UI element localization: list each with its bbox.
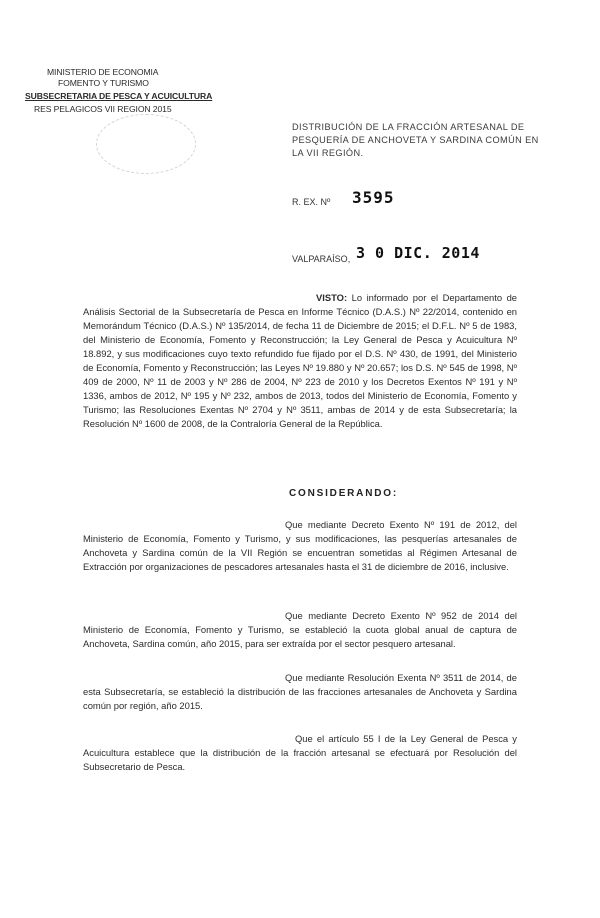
subsecretaria-name: SUBSECRETARIA DE PESCA Y ACUICULTURA bbox=[25, 91, 213, 101]
considerando-paragraph-2 bbox=[83, 609, 517, 651]
considerando-paragraph-4 bbox=[83, 732, 517, 774]
ministry-name-2: FOMENTO Y TURISMO bbox=[58, 78, 149, 88]
ministry-name: MINISTERIO DE ECONOMIA bbox=[47, 67, 159, 77]
considerando-text-4: Que el artículo 55 I de la Ley General de Pesca y Acuicultura establece que la distribución de la fracción artesanal se efectuará por Resolución del Subsecretario de Pesca. bbox=[83, 733, 517, 772]
place-label: VALPARAÍSO, bbox=[292, 254, 351, 264]
resolution-number: 3595 bbox=[352, 188, 395, 207]
subject-line-2: PESQUERÍA DE ANCHOVETA Y SARDINA COMÚN EN bbox=[292, 135, 539, 145]
subject-line-3: LA VII REGIÓN. bbox=[292, 148, 364, 158]
resolution-label: R. EX. Nº bbox=[292, 197, 331, 207]
reference-code: RES PELAGICOS VII REGION 2015 bbox=[34, 104, 172, 114]
visto-label: VISTO: bbox=[316, 292, 348, 303]
resolution-date: 3 0 DIC. 2014 bbox=[356, 244, 480, 262]
subject-line-1: DISTRIBUCIÓN DE LA FRACCIÓN ARTESANAL DE bbox=[292, 122, 525, 132]
considerando-paragraph-3 bbox=[83, 671, 517, 713]
considerando-paragraph-1 bbox=[83, 518, 517, 574]
official-stamp bbox=[96, 114, 196, 174]
considerando-text-3: Que mediante Resolución Exenta Nº 3511 de 2014, de esta Subsecretaría, se estableció la distribución de las fracciones artesanales de Anchoveta y Sardina común por región, año 2015. bbox=[83, 672, 517, 711]
visto-text: Lo informado por el Departamento de Análisis Sectorial de la Subsecretaría de Pesca en Informe Técnico (D.A.S.) Nº 22/2014, contenido en Memorándum Técnico (D.A.S.) Nº 135/2014, de fecha 11 de Diciembre de 2015; el D.F.L. Nº 5 de 1983, del Ministerio de Economía, Fomento y Reconstrucción; la Ley General de Pesca y Acuicultura Nº 18.892, y sus modificaciones cuyo texto refundido fue fijado por el D.S. Nº 430, de 1991, del Ministerio de Economía, Fomento y Reconstrucción; las Leyes Nº 19.880 y Nº 20.657; los D.S. Nº 545 de 1998, Nº 409 de 2000, Nº 11 de 2003 y Nº 286 de 2004, Nº 223 de 2010 y los Decretos Exentos Nº 191 y Nº 1336, ambos de 2012, Nº 195 y Nº 232, ambos de 2013, todos del Ministerio de Economía, Fomento y Turismo; las Resoluciones Exentas Nº 2704 y Nº 3511, ambas de 2014 y de esta Subsecretaría; la Resolución Nº 1600 de 2008, de la Contraloría General de la República. bbox=[83, 292, 518, 429]
visto-paragraph bbox=[83, 291, 517, 431]
considerando-text-2: Que mediante Decreto Exento Nº 952 de 2014 del Ministerio de Economía, Fomento y Turismo, se estableció la cuota global anual de captura de Anchoveta, Sardina común, año 2015, para ser extraída por el sector pesquero artesanal. bbox=[83, 610, 517, 649]
considerando-heading: CONSIDERANDO: bbox=[289, 488, 398, 499]
subject-block bbox=[292, 121, 572, 160]
considerando-text-1: Que mediante Decreto Exento Nº 191 de 2012, del Ministerio de Economía, Fomento y Turismo, y sus modificaciones, las pesquerías artesanales de Anchoveta y Sardina común de la VII Región se encuentran sometidas al Régimen Artesanal de Extracción por organizaciones de pescadores artesanales hasta el 31 de diciembre de 2016, inclusive. bbox=[83, 519, 517, 572]
